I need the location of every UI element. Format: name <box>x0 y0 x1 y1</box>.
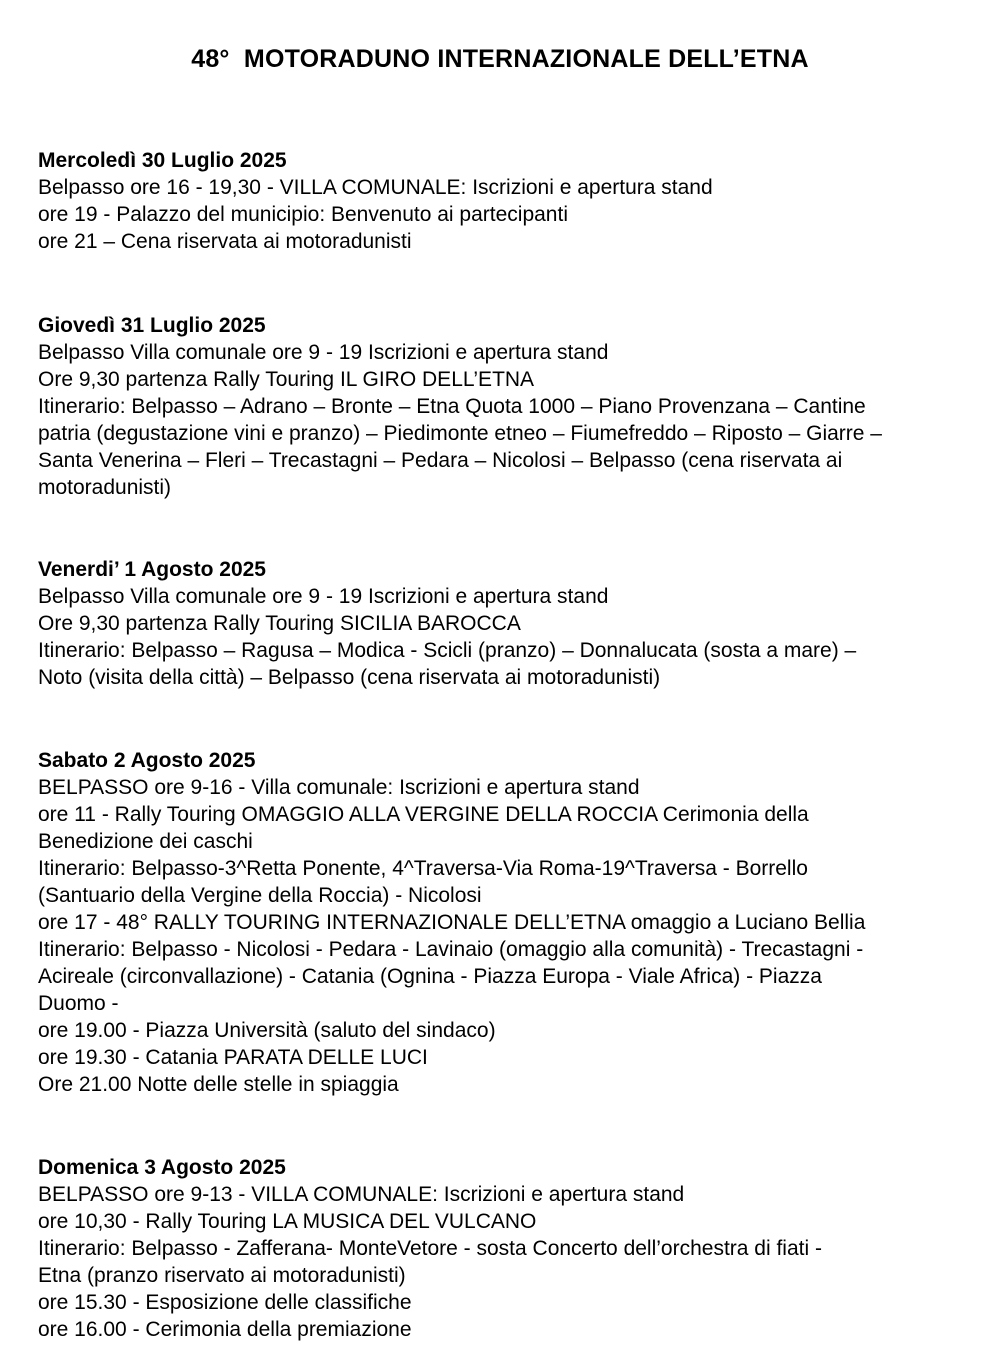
schedule-line: Itinerario: Belpasso - Nicolosi - Pedara - Lavinaio (omaggio alla comunità) - Trecastagni - <box>38 938 864 961</box>
day-heading: Giovedì 31 Luglio 2025 <box>38 314 266 337</box>
schedule-line: ore 17 - 48° RALLY TOURING INTERNAZIONALE DELL’ETNA omaggio a Luciano Bellia <box>38 911 866 934</box>
schedule-line: Ore 21.00 Notte delle stelle in spiaggia <box>38 1073 399 1096</box>
schedule-line: Noto (visita della città) – Belpasso (cena riservata ai motoradunisti) <box>38 666 661 689</box>
day-section-giovedi <box>38 312 968 501</box>
day-heading: Domenica 3 Agosto 2025 <box>38 1156 286 1179</box>
schedule-line: Belpasso Villa comunale ore 9 - 19 Iscrizioni e apertura stand <box>38 585 609 608</box>
schedule-line: Ore 9,30 partenza Rally Touring SICILIA BAROCCA <box>38 612 521 635</box>
document-title: 48° MOTORADUNO INTERNAZIONALE DELL’ETNA <box>191 45 809 73</box>
schedule-line: BELPASSO ore 9-13 - VILLA COMUNALE: Iscrizioni e apertura stand <box>38 1183 685 1206</box>
schedule-line: Itinerario: Belpasso - Zafferana- MonteVetore - sosta Concerto dell’orchestra di fiati - <box>38 1237 822 1260</box>
schedule-line: Itinerario: Belpasso – Ragusa – Modica - Scicli (pranzo) – Donnalucata (sosta a mare) – <box>38 639 857 662</box>
schedule-line: ore 19.30 - Catania PARATA DELLE LUCI <box>38 1046 428 1069</box>
schedule-line: Itinerario: Belpasso-3^Retta Ponente, 4^Traversa-Via Roma-19^Traversa - Borrello <box>38 857 808 880</box>
schedule-line: ore 11 - Rally Touring OMAGGIO ALLA VERGINE DELLA ROCCIA Cerimonia della <box>38 803 809 826</box>
schedule-line: Benedizione dei caschi <box>38 830 253 853</box>
schedule-line: Ore 9,30 partenza Rally Touring IL GIRO DELL’ETNA <box>38 368 535 391</box>
schedule-line: (Santuario della Vergine della Roccia) - Nicolosi <box>38 884 482 907</box>
day-section-domenica <box>38 1154 968 1343</box>
schedule-line: Duomo - <box>38 992 119 1015</box>
schedule-line: Santa Venerina – Fleri – Trecastagni – Pedara – Nicolosi – Belpasso (cena riservata ai <box>38 449 843 472</box>
schedule-line: motoradunisti) <box>38 476 172 499</box>
schedule-line: ore 16.00 - Cerimonia della premiazione <box>38 1318 412 1341</box>
schedule-line: Acireale (circonvallazione) - Catania (Ognina - Piazza Europa - Viale Africa) - Piazza <box>38 965 822 988</box>
day-heading: Mercoledì 30 Luglio 2025 <box>38 149 287 172</box>
schedule-line: Itinerario: Belpasso – Adrano – Bronte – Etna Quota 1000 – Piano Provenzana – Cantine <box>38 395 866 418</box>
schedule-line: ore 15.30 - Esposizione delle classifiche <box>38 1291 412 1314</box>
schedule-line: ore 19 - Palazzo del municipio: Benvenuto ai partecipanti <box>38 203 568 226</box>
day-section-mercoledi <box>38 147 968 255</box>
schedule-line: Belpasso Villa comunale ore 9 - 19 Iscrizioni e apertura stand <box>38 341 609 364</box>
schedule-line: ore 21 – Cena riservata ai motoradunisti <box>38 230 412 253</box>
schedule-line: Etna (pranzo riservato ai motoradunisti) <box>38 1264 406 1287</box>
schedule-line: ore 19.00 - Piazza Università (saluto del sindaco) <box>38 1019 496 1042</box>
schedule-line: ore 10,30 - Rally Touring LA MUSICA DEL VULCANO <box>38 1210 537 1233</box>
schedule-line: patria (degustazione vini e pranzo) – Piedimonte etneo – Fiumefreddo – Riposto – Giarre – <box>38 422 882 445</box>
day-heading: Venerdi’ 1 Agosto 2025 <box>38 558 266 581</box>
day-heading: Sabato 2 Agosto 2025 <box>38 749 256 772</box>
schedule-line: Belpasso ore 16 - 19,30 - VILLA COMUNALE: Iscrizioni e apertura stand <box>38 176 713 199</box>
day-section-venerdi <box>38 556 968 691</box>
schedule-line: BELPASSO ore 9-16 - Villa comunale: Iscrizioni e apertura stand <box>38 776 640 799</box>
day-section-sabato <box>38 747 968 1098</box>
